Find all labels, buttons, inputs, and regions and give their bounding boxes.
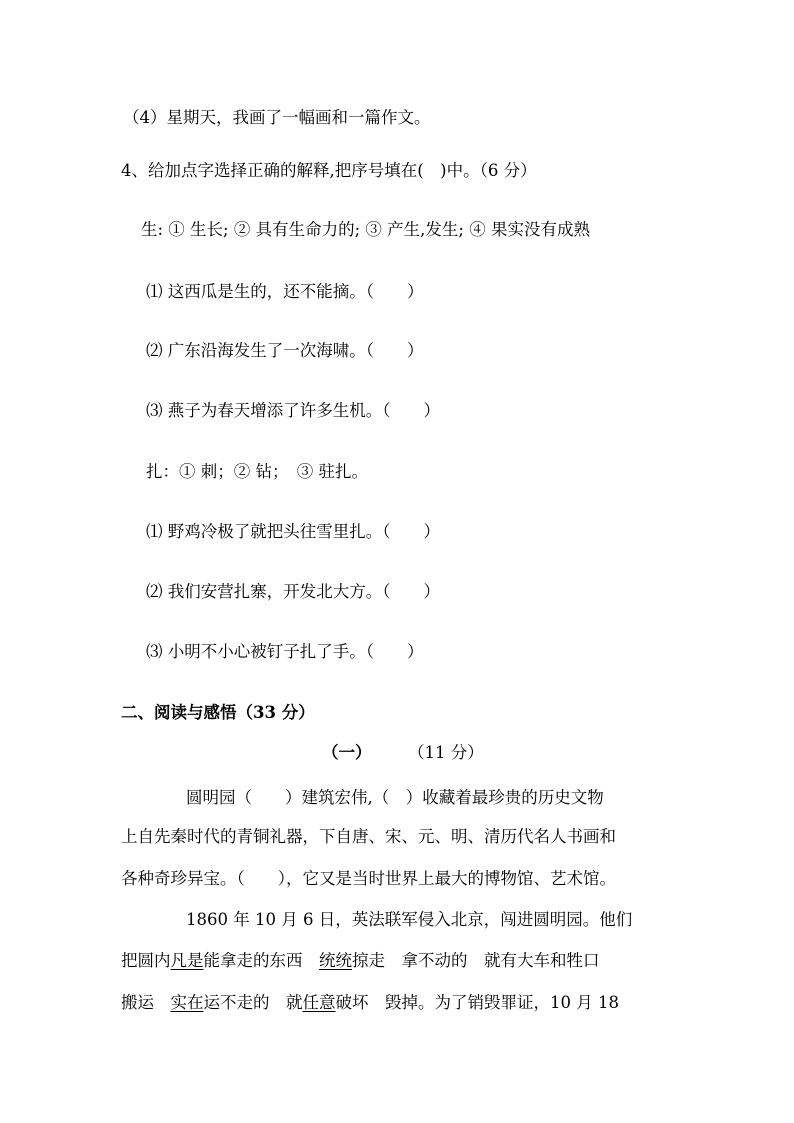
part-1-score: （11 分） <box>408 743 484 762</box>
underlined-word: 实在 <box>170 993 204 1012</box>
para2-row2 <box>121 953 600 970</box>
question-4-heading: 4、给加点字选择正确的解释,把序号填在( )中。（6 分） <box>121 161 537 180</box>
text: 搬运 <box>121 993 171 1012</box>
para2-row3 <box>121 995 619 1012</box>
line-q3-item4: （4）星期天，我画了一幅画和一篇作文。 <box>123 108 431 127</box>
text: 运不走的 就 <box>203 993 303 1012</box>
item-sheng-2: ⑵ 广东沿海发生了一次海啸。（ ） <box>146 341 424 360</box>
part-1-heading: （一） <box>322 743 372 762</box>
item-sheng-1: ⑴ 这西瓜是生的，还不能摘。（ ） <box>146 282 424 301</box>
text: 把圆内 <box>121 951 171 970</box>
para1-row1: 圆明园（ ）建筑宏伟,（ ）收藏着最珍贵的历史文物 <box>186 788 604 807</box>
text: 破坏 毁掉。为了销毁罪证，10 月 18 <box>335 993 619 1012</box>
para2-row1: 1860 年 10 月 6 日，英法联军侵入北京，闯进圆明园。他们 <box>186 910 633 929</box>
underlined-word: 任意 <box>302 993 336 1012</box>
text: 掠走 拿不动的 就有大车和牲口 <box>352 951 600 970</box>
item-zha-3: ⑶ 小明不小心被钉子扎了手。（ ） <box>146 642 424 661</box>
section-2-heading: 二、阅读与感悟（33 分） <box>121 703 315 722</box>
para1-row3: 各种奇珍异宝。（ ），它又是当时世界上最大的博物馆、艺术馆。 <box>121 869 616 888</box>
item-zha-2: ⑵ 我们安营扎寨，开发北大方。（ ） <box>146 582 440 601</box>
underlined-word: 凡是 <box>170 951 204 970</box>
item-zha-1: ⑴ 野鸡冷极了就把头往雪里扎。（ ） <box>146 522 440 541</box>
text: 能拿走的东西 <box>203 951 319 970</box>
definitions-zha: 扎：① 刺；② 钻； ③ 驻扎。 <box>146 462 368 481</box>
definitions-sheng: 生: ① 生长; ② 具有生命力的; ③ 产生,发生; ④ 果实没有成熟 <box>141 220 590 239</box>
item-sheng-3: ⑶ 燕子为春天增添了许多生机。（ ） <box>146 401 440 420</box>
underlined-word: 统统 <box>319 951 352 970</box>
para1-row2: 上自先秦时代的青铜礼器，下自唐、宋、元、明、清历代名人书画和 <box>121 827 616 846</box>
